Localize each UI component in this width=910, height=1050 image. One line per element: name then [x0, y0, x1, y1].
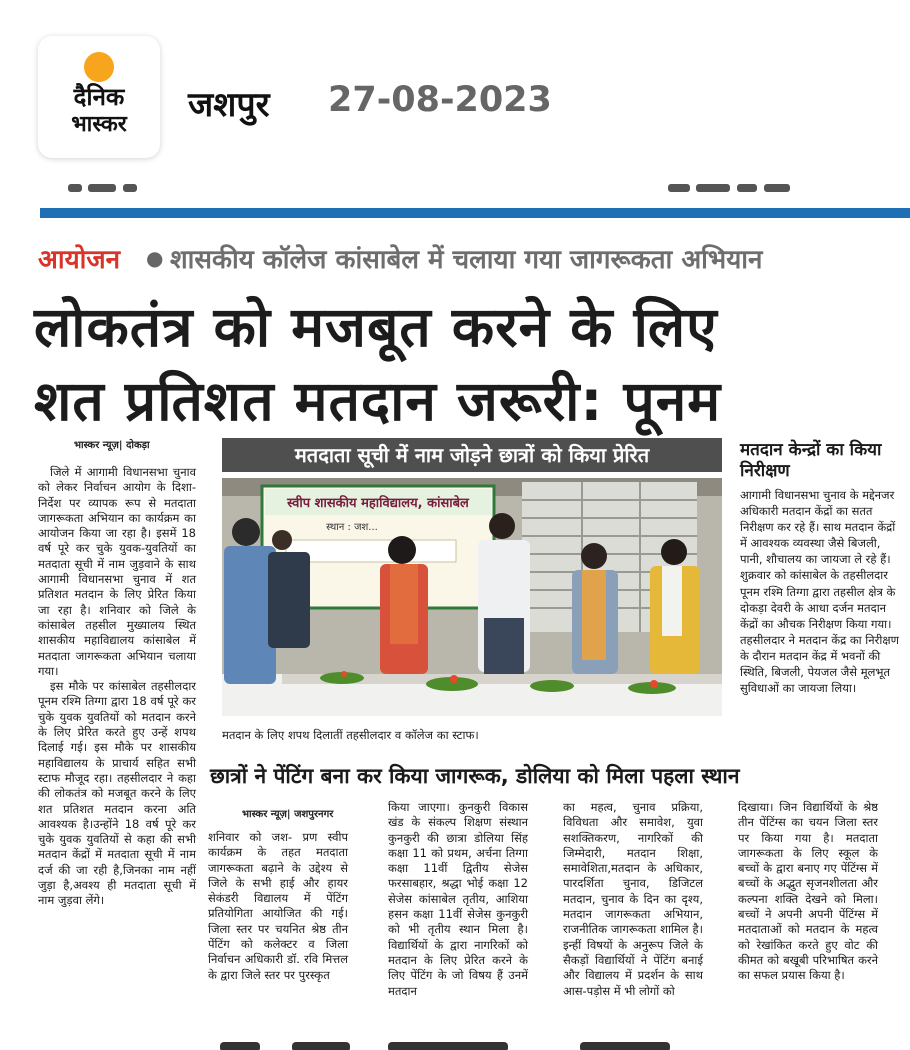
newspaper-logo: [38, 36, 160, 158]
logo-text-line2: भास्कर: [71, 112, 127, 137]
story2-column: किया जाएगा। कुनकुरी विकास खंड के संकल्प शिक्षण संस्थान कुनकुरी की छात्रा डोलिया सिंह कक्षा 11 को प्रथम, अर्चना तिग्गा कक्षा 11वीं द्वितीय सेजेस फरसाबहार, श्रद्धा भोई कक्षा 12 सेजेस कांसाबेल तृतीय, आशिया हसन कक्षा 11वीं सेजेस कुनकुरी को भी तृतीय स्थान मिला है। विद्यार्थियों के द्वारा नागरिकों को मतदान के लिए प्रेरित करने के लिए पेंटिंग के जो विषय हैं उनमें मतदान: [388, 800, 528, 998]
story2-column: का महत्व, चुनाव प्रक्रिया, विविधता और समावेश, युवा सशक्तिकरण, नागरिकों की जिम्मेदारी, मतदान शिक्षा, समावेशिता,मतदान के अधिकार, पारदर्शिता चुनाव, डिजिटल मतदान, चुनाव के दिन का दृश्य, मतदान जागरूकता अभियान, राजनीतिक जागरूकता शामिल है। इन्हीं विषयों के अनुरूप जिले के सैकड़ों विद्यार्थियों ने पेंटिंग बनाई और विद्यालय में प्रदर्शन के साथ आस-पड़ोस में भी लोगों को: [563, 800, 703, 998]
news-photo: [222, 478, 722, 716]
kicker-tag: आयोजन: [38, 245, 121, 275]
story1-paragraph: इस मौके पर कांसाबेल तहसीलदार पूनम रश्मि तिग्गा द्वारा 18 वर्ष पूरे कर चुके युवक युवतियों को मतदान करने के लिए प्रेरित करते हुए उन्हें शपथ दिलाई गई। इस मौके पर शासकीय महाविद्यालय के प्राचार्य सहित सभी स्टाफ मौजूद रहा। तहसीलदार ने कहा की लोकतंत्र को मजबूत करने के लिए शत प्रतिशत मतदान करना अति आवश्यक है।उन्होंने 18 वर्ष पूरे कर चुके युवक युवतियों से कहा की सभी मतदान केंद्रों में मतदाता सूची में नाम दर्ज की जा रही है,जिनका नाम नहीं जुड़ा है,अवश्य ही मतदाता सूची में नाम जुड़वा लेंगे।: [38, 679, 196, 908]
headline-line-2: शत प्रतिशत मतदान जरूरी: पूनम: [34, 369, 722, 433]
clipped-next-headline: [200, 1038, 900, 1050]
kicker-bullet: ●: [146, 246, 164, 270]
story2-column: दिखाया। जिन विद्यार्थियों के श्रेष्ठ तीन पेंटिंग्स का चयन जिला स्तर पर किया गया है। मतदाता जागरूकता के लिए स्कूल के बच्चों के द्वारा बनाए गए पेंटिंग्स में बच्चों के अद्भुत सृजनशीलता और कल्पना शक्ति देखने को मिला। बच्चों ने अपनी अपनी पेंटिंग्स में मतदाताओं को मतदान के महत्व को रेखांकित करते हुए वोट की कीमत को बखूबी परिभाषित करने का सफल प्रयास किया है।: [738, 800, 878, 983]
edition-date: 27-08-2023: [328, 80, 552, 120]
sidebar-body: आगामी विधानसभा चुनाव के मद्देनजर अधिकारी मतदान केंद्रों का सतत निरीक्षण कर रहे हैं। साथ मतदान केंद्रों में आवश्यक व्यवस्था जैसे बिजली, पानी, शौचालय का जायजा ले रहे हैं।शुक्रवार को कांसाबेल के तहसीलदार पूनम रश्मि तिग्गा द्वारा तहसील क्षेत्र के दोकड़ा देवरी के आधा दर्जन मतदान केंद्रों का औचक निरीक्षण किया गया। तहसीलदार ने मतदान केंद्र का निरीक्षण के दौरान मतदान केंद्र में भवनों की स्थिति, बिजली, पेयजल जैसे मूलभूत सुविधाओं का जायजा लिया।: [740, 488, 899, 696]
edition-city: जशपुर: [188, 85, 270, 125]
photo-caption: मतदान के लिए शपथ दिलातीं तहसीलदार व कॉलेज का स्टाफ।: [222, 728, 479, 742]
headline-line-1: लोकतंत्र को मजबूत करने के लिए: [34, 295, 718, 359]
story1-body: [38, 465, 196, 909]
banner-text: स्वीप शासकीय महाविद्यालय, कांसाबेल: [287, 496, 469, 511]
sidebar-heading: मतदान केन्द्रों का किया निरीक्षण: [740, 440, 882, 481]
logo-text-line1: दैनिक: [73, 83, 125, 111]
story1-paragraph: जिले में आगामी विधानसभा चुनाव को लेकर निर्वाचन आयोग के दिशा-निर्देश पर व्यापक रूप से मतदाता जागरूकता अभियान का कार्यक्रम का आयोजन किया जा रहा है। इसमें 18 वर्ष पूरे कर चुके युवक-युवतियों का मतदाता सूची में नाम जुड़वाने के साथ आगामी विधानसभा चुनाव में शत प्रतिशत मतदान के लिए प्रेरित किया जा रहा है। शनिवार को जिले के कांसाबेल तहसील मुख्यालय स्थित शासकीय महाविद्यालय कांसाबेल में मतदाता जागरूकता अभियान चलाया गया।: [38, 465, 196, 678]
sun-icon: [84, 52, 114, 82]
story2-headline: छात्रों ने पेंटिंग बना कर किया जागरूक, डोलिया को मिला पहला स्थान: [210, 764, 740, 788]
clipped-previous-text: [40, 178, 910, 204]
section-rule: [40, 208, 910, 218]
photo-title: मतदाता सूची में नाम जोड़ने छात्रों को किया प्रेरित: [222, 438, 722, 472]
story1-byline: भास्कर न्यूज़| दोकड़ा: [74, 440, 150, 451]
story2-column: शनिवार को जश- प्रण स्वीप कार्यक्रम के तहत मतदाता जागरूकता बढ़ाने के उद्देश्य से जिले के सभी हाई और हायर सेकंडरी विद्यालय में पेंटिंग प्रतियोगिता आयोजित की गई। जिला स्तर पर चयनित श्रेष्ठ तीन पेंटिंग को कलेक्टर व जिला निर्वाचन अधिकारी डॉ. रवि मित्तल के द्वारा जिले स्तर पर पुरस्कृत: [208, 830, 348, 982]
story2-byline: भास्कर न्यूज़| जशपुरनगर: [242, 809, 334, 820]
kicker-text: शासकीय कॉलेज कांसाबेल में चलाया गया जागरूकता अभियान: [170, 245, 763, 275]
banner-subtext: स्थान : जश...: [326, 522, 378, 533]
